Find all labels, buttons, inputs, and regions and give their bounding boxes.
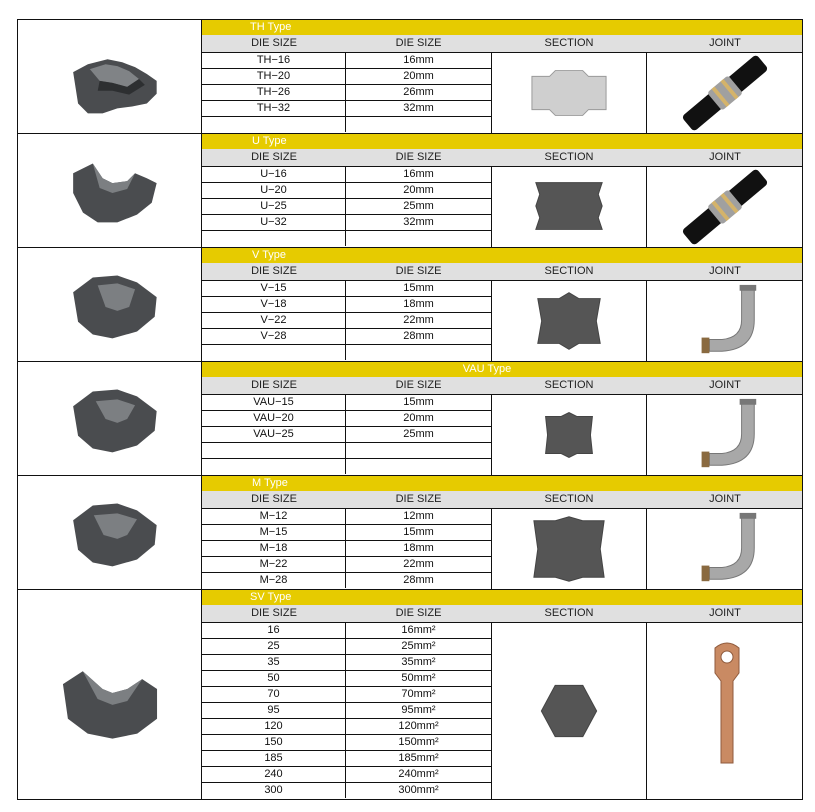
table-row [202, 687, 491, 703]
table-row [202, 117, 491, 133]
die-size: 32mm [403, 216, 434, 228]
die-size: 25mm² [401, 640, 436, 652]
joint-cell [647, 167, 803, 247]
die-code: U−25 [202, 199, 346, 214]
die-size: 20mm [403, 412, 434, 424]
die-size: 16mm [403, 54, 434, 66]
die-code: M−15 [202, 525, 346, 540]
crimp-section-icon [492, 395, 646, 475]
die-block-icon [18, 362, 201, 475]
u-type-section [17, 133, 803, 248]
table-row [202, 509, 491, 525]
die-size: 16mm [403, 168, 434, 180]
header-joint: JOINT [709, 607, 741, 619]
header-die-size: DIE SIZE [251, 265, 297, 277]
die-size [346, 443, 491, 458]
table-row [202, 199, 491, 215]
die-code: VAU−15 [202, 395, 346, 410]
die-code: TH−26 [202, 85, 346, 100]
die-code: VAU−20 [202, 411, 346, 426]
die-size: 26mm [403, 86, 434, 98]
table-row [202, 281, 491, 297]
die-size: 18mm [403, 542, 434, 554]
table-row [202, 767, 491, 783]
die-code: M−18 [202, 541, 346, 556]
section-cell [491, 167, 647, 247]
elbow-joint-icon [647, 509, 803, 589]
die-block-icon [18, 590, 201, 799]
header-die-size: DIE SIZE [251, 151, 297, 163]
die-size: 240mm² [398, 768, 439, 780]
die-code: TH−32 [202, 101, 346, 116]
table-row [202, 345, 491, 361]
die-size: 300mm² [398, 784, 439, 796]
table-row [202, 411, 491, 427]
header-section: SECTION [544, 607, 594, 619]
header-die-size: DIE SIZE [251, 37, 297, 49]
header-die-size: DIE SIZE [251, 379, 297, 391]
header-die-size-2: DIE SIZE [395, 607, 442, 619]
die-size: 20mm [403, 184, 434, 196]
die-size [346, 231, 491, 246]
die-size: 16mm² [401, 624, 436, 636]
header-joint: JOINT [709, 151, 741, 163]
table-row [202, 751, 491, 767]
table-row [202, 231, 491, 247]
m-type-section [17, 475, 803, 590]
v-type-section [17, 247, 803, 362]
table-header [202, 491, 802, 509]
pipe-joint-icon [647, 53, 803, 133]
joint-cell [647, 509, 803, 589]
type-title: SV Type [202, 590, 802, 605]
header-die-size-2: DIE SIZE [395, 493, 442, 505]
die-code: 70 [202, 687, 346, 702]
die-code: U−32 [202, 215, 346, 230]
v-die-image [18, 248, 202, 361]
header-section: SECTION [544, 151, 594, 163]
die-size: 150mm² [398, 736, 439, 748]
table-header [202, 149, 802, 167]
pipe-joint-icon [647, 167, 803, 247]
table-row [202, 53, 491, 69]
joint-cell [647, 395, 803, 475]
die-code: 120 [202, 719, 346, 734]
die-size: 22mm [403, 558, 434, 570]
table-row [202, 623, 491, 639]
type-title: TH Type [202, 20, 802, 35]
die-code: M−28 [202, 573, 346, 588]
hexagon-section-icon [492, 623, 646, 799]
sv-type-section [17, 589, 803, 800]
header-die-size-2: DIE SIZE [395, 265, 442, 277]
die-code: M−22 [202, 557, 346, 572]
header-joint: JOINT [709, 493, 741, 505]
size-rows [202, 623, 491, 799]
die-code [202, 459, 346, 474]
crimp-section-icon [492, 281, 646, 361]
die-code: M−12 [202, 509, 346, 524]
table-header [202, 263, 802, 281]
size-rows [202, 281, 491, 361]
crimp-section-icon [492, 509, 646, 589]
header-die-size-2: DIE SIZE [395, 379, 442, 391]
table-row [202, 655, 491, 671]
table-row [202, 541, 491, 557]
die-size: 28mm [403, 574, 434, 586]
u-die-image [18, 134, 202, 247]
table-row [202, 69, 491, 85]
die-code: TH−16 [202, 53, 346, 68]
table-row [202, 639, 491, 655]
header-section: SECTION [544, 265, 594, 277]
die-code: V−15 [202, 281, 346, 296]
table-header [202, 605, 802, 623]
crimp-section-icon [492, 53, 646, 133]
table-row [202, 297, 491, 313]
table-row [202, 395, 491, 411]
table-row [202, 719, 491, 735]
table-row [202, 329, 491, 345]
header-joint: JOINT [709, 37, 741, 49]
header-section: SECTION [544, 379, 594, 391]
table-row [202, 735, 491, 751]
die-size: 35mm² [401, 656, 436, 668]
die-size [346, 117, 491, 132]
die-size: 25mm [403, 200, 434, 212]
table-row [202, 525, 491, 541]
type-title: M Type [202, 476, 802, 491]
table-header [202, 35, 802, 53]
die-size: 70mm² [401, 688, 436, 700]
die-code: 50 [202, 671, 346, 686]
vau-type-section [17, 361, 803, 476]
table-row [202, 443, 491, 459]
crimp-section-icon [492, 167, 646, 247]
die-code: U−20 [202, 183, 346, 198]
die-code: V−28 [202, 329, 346, 344]
sv-die-image [18, 590, 202, 799]
die-size: 18mm [403, 298, 434, 310]
die-size: 20mm [403, 70, 434, 82]
th-type-section [17, 19, 803, 134]
header-die-size: DIE SIZE [251, 607, 297, 619]
th-die-image [18, 20, 202, 133]
table-row [202, 101, 491, 117]
table-row [202, 573, 491, 589]
table-row [202, 459, 491, 475]
cable-lug-icon [647, 623, 803, 799]
die-code: 185 [202, 751, 346, 766]
joint-cell [647, 623, 803, 799]
section-cell [491, 395, 647, 475]
header-die-size-2: DIE SIZE [395, 37, 442, 49]
table-header [202, 377, 802, 395]
table-row [202, 427, 491, 443]
die-code [202, 117, 346, 132]
die-size: 12mm [403, 510, 434, 522]
die-size [346, 345, 491, 360]
header-joint: JOINT [709, 379, 741, 391]
die-code: VAU−25 [202, 427, 346, 442]
die-code [202, 443, 346, 458]
header-die-size-2: DIE SIZE [395, 151, 442, 163]
die-size: 22mm [403, 314, 434, 326]
die-code: 150 [202, 735, 346, 750]
die-size: 95mm² [401, 704, 436, 716]
vau-die-image [18, 362, 202, 475]
size-rows [202, 509, 491, 589]
size-rows [202, 53, 491, 133]
header-die-size: DIE SIZE [251, 493, 297, 505]
table-row [202, 313, 491, 329]
die-code: 95 [202, 703, 346, 718]
section-cell [491, 281, 647, 361]
die-size: 15mm [403, 396, 434, 408]
table-row [202, 167, 491, 183]
die-size: 32mm [403, 102, 434, 114]
die-code: 25 [202, 639, 346, 654]
die-block-icon [18, 476, 201, 589]
header-section: SECTION [544, 37, 594, 49]
size-rows [202, 167, 491, 247]
type-title: U Type [202, 134, 802, 149]
die-size: 25mm [403, 428, 434, 440]
die-code [202, 345, 346, 360]
die-code: 16 [202, 623, 346, 638]
table-row [202, 703, 491, 719]
die-size: 185mm² [398, 752, 439, 764]
die-size: 15mm [403, 526, 434, 538]
table-row [202, 783, 491, 799]
table-row [202, 671, 491, 687]
section-cell [491, 509, 647, 589]
table-row [202, 183, 491, 199]
die-code [202, 231, 346, 246]
header-joint: JOINT [709, 265, 741, 277]
table-row [202, 215, 491, 231]
table-row [202, 557, 491, 573]
die-code: 240 [202, 767, 346, 782]
die-size [346, 459, 491, 474]
die-code: V−22 [202, 313, 346, 328]
die-code: V−18 [202, 297, 346, 312]
die-code: 300 [202, 783, 346, 798]
type-title: V Type [202, 248, 802, 263]
die-code: TH−20 [202, 69, 346, 84]
die-block-icon [18, 20, 201, 133]
die-block-icon [18, 248, 201, 361]
joint-cell [647, 53, 803, 133]
section-cell [491, 53, 647, 133]
elbow-joint-icon [647, 281, 803, 361]
die-size: 28mm [403, 330, 434, 342]
die-block-icon [18, 134, 201, 247]
die-size: 50mm² [401, 672, 436, 684]
die-size: 15mm [403, 282, 434, 294]
table-row [202, 85, 491, 101]
m-die-image [18, 476, 202, 589]
die-size: 120mm² [398, 720, 439, 732]
section-cell [491, 623, 647, 799]
die-code: U−16 [202, 167, 346, 182]
joint-cell [647, 281, 803, 361]
die-code: 35 [202, 655, 346, 670]
size-rows [202, 395, 491, 475]
elbow-joint-icon [647, 395, 803, 475]
type-title: VAU Type [202, 362, 802, 377]
header-section: SECTION [544, 493, 594, 505]
